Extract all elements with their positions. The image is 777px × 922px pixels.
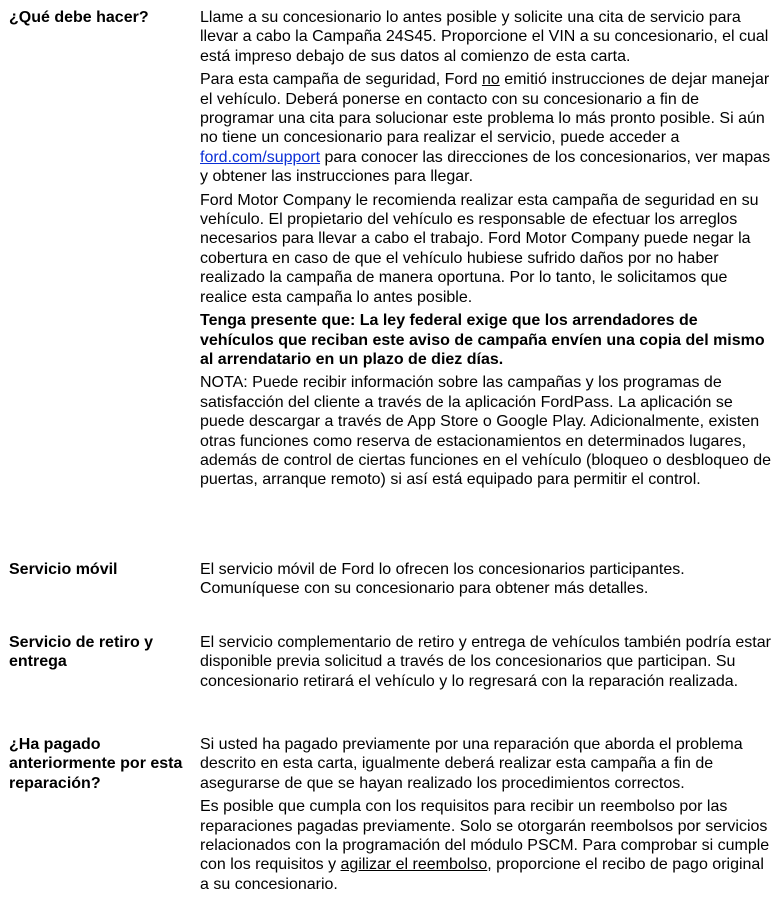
section-body — [200, 560, 772, 603]
paragraph — [200, 70, 772, 186]
text-run: Es posible que cumpla con los requisitos para recibir un reembolso por las reparaciones pagadas previamente. Solo se otorgarán reembolsos por servicios relacionados con la programación del módulo PSCM. Para comprobar si cumple con los requisitos y — [200, 798, 770, 874]
underlined-text: no — [481, 71, 500, 89]
section-label: Servicio móvil — [9, 561, 118, 578]
paragraph — [200, 797, 772, 894]
section-body — [200, 633, 772, 695]
underlined-text: agilizar el reembolso — [340, 856, 488, 874]
paragraph: Si usted ha pagado previamente por una reparación que aborda el problema descrito en esta carta, igualmente deberá realizar esta campaña a fin de asegurarse de que se hayan realizado los procedimientos correctos. — [200, 736, 743, 792]
section-label: ¿Ha pagado anteriormente por esta reparación? — [9, 736, 183, 792]
paragraph: NOTA: Puede recibir información sobre las campañas y los programas de satisfacción del cliente a través de la aplicación FordPass. La aplicación se puede descargar a través de App Store o Google Play. Adicionalmente, existen otras funciones como reserva de estacionamientos en determinados lugares, además de control de ciertas funciones en el vehículo (bloqueo o desbloqueo de puertas, arranque remoto) si así está equipado para permitir el control. — [200, 374, 772, 489]
section-body — [200, 8, 772, 494]
section-body — [200, 735, 772, 898]
ford-support-link[interactable]: ford.com/support — [200, 148, 321, 166]
paragraph: El servicio móvil de Ford lo ofrecen los concesionarios participantes. Comuníquese con su concesionario para obtener más detalles. — [200, 561, 685, 598]
text-run: Para esta campaña de seguridad, Ford — [200, 71, 482, 89]
paragraph: Ford Motor Company le recomienda realizar esta campaña de seguridad en su vehículo. El propietario del vehículo es responsable de efectuar los arreglos necesarios para llevar a cabo el trabajo. Ford Motor Company puede negar la cobertura en caso de que el vehículo hubiese sufrido daños por no haber realizado la campaña de manera oportuna. Por lo tanto, le solicitamos que realice esta campaña lo antes posible. — [200, 191, 759, 306]
section-label: Servicio de retiro y entrega — [9, 634, 154, 671]
paragraph: El servicio complementario de retiro y entrega de vehículos también podría estar disponible previa solicitud a través de los concesionarios que participan. Su concesionario retirará el vehículo y lo regresará con la reparación realizada. — [200, 634, 771, 690]
text-run: emitió instrucciones de dejar manejar el vehículo. Deberá ponerse en contacto con su concesionario a fin de programar una cita para solucionar este problema lo más pronto posible. Si aún no tiene un concesionario para realizar el servicio, puede acceder a — [200, 71, 770, 147]
text-run: para conocer las direcciones de los concesionarios, ver mapas y obtener las instrucciones para llegar. — [200, 148, 771, 186]
section-label: ¿Qué debe hacer? — [9, 9, 149, 26]
text-run: , proporcione el recibo de pago original a su concesionario. — [200, 856, 764, 893]
paragraph: Llame a su concesionario lo antes posible y solicite una cita de servicio para llevar a cabo la Campaña 24S45. Proporcione el VIN a su concesionario, el cual está impreso debajo de sus datos al comienzo de esta carta. — [200, 9, 769, 65]
lease-notice: Tenga presente que: La ley federal exige que los arrendadores de vehículos que reciban este aviso de campaña envíen una copia del mismo al arrendatario en un plazo de diez días. — [200, 312, 765, 368]
